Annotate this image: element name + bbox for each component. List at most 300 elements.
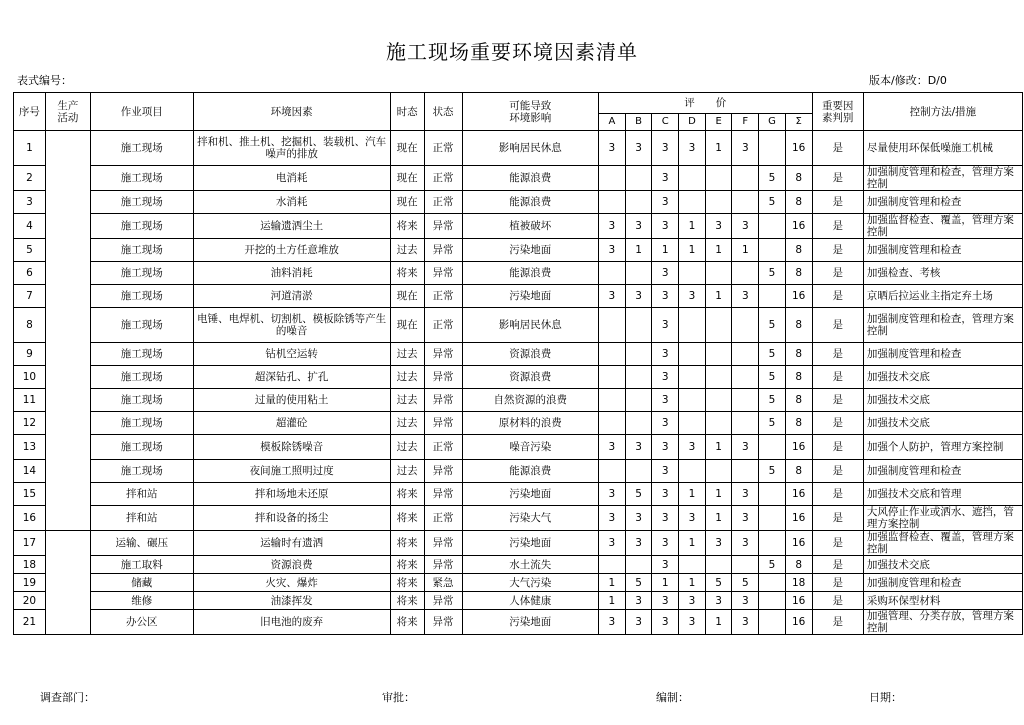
score-d <box>679 262 706 285</box>
work-item: 施工现场 <box>90 166 193 191</box>
score-f <box>732 191 759 214</box>
score-f <box>732 556 759 574</box>
score-d: 3 <box>679 506 706 531</box>
impact: 能源浪费 <box>462 166 599 191</box>
row-number: 11 <box>14 389 46 412</box>
score-a: 3 <box>599 531 626 556</box>
tense: 过去 <box>390 412 424 435</box>
work-item: 施工现场 <box>90 239 193 262</box>
score-sum: 8 <box>785 389 812 412</box>
score-c: 1 <box>652 574 679 592</box>
significance: 是 <box>812 610 863 635</box>
environment-factor: 开挖的土方任意堆放 <box>193 239 390 262</box>
score-d <box>679 366 706 389</box>
header-state: 状态 <box>424 93 462 131</box>
tense: 过去 <box>390 389 424 412</box>
state: 正常 <box>424 166 462 191</box>
header-impact: 可能导致 环境影响 <box>462 93 599 131</box>
score-b <box>625 460 652 483</box>
score-f <box>732 460 759 483</box>
impact: 污染地面 <box>462 531 599 556</box>
score-c: 3 <box>652 592 679 610</box>
tense: 将来 <box>390 506 424 531</box>
score-a: 3 <box>599 483 626 506</box>
environment-factor: 运输遗洒尘土 <box>193 214 390 239</box>
score-a: 3 <box>599 610 626 635</box>
activity-cell <box>45 531 90 635</box>
table-row <box>14 239 1023 262</box>
control-measure: 采购环保型材料 <box>863 592 1022 610</box>
row-number: 21 <box>14 610 46 635</box>
significance: 是 <box>812 308 863 343</box>
environment-factor: 运输时有遗洒 <box>193 531 390 556</box>
score-a: 3 <box>599 506 626 531</box>
tense: 将来 <box>390 574 424 592</box>
score-sum: 16 <box>785 131 812 166</box>
control-measure: 加强制度管理和检查，管理方案控制 <box>863 308 1022 343</box>
significance: 是 <box>812 592 863 610</box>
score-a <box>599 308 626 343</box>
score-e: 1 <box>705 239 732 262</box>
score-g <box>759 531 786 556</box>
score-c: 3 <box>652 556 679 574</box>
impact: 能源浪费 <box>462 460 599 483</box>
score-f: 3 <box>732 610 759 635</box>
header-factor: 环境因素 <box>193 93 390 131</box>
score-a <box>599 262 626 285</box>
significance: 是 <box>812 343 863 366</box>
state: 异常 <box>424 262 462 285</box>
score-d <box>679 343 706 366</box>
score-sum: 16 <box>785 435 812 460</box>
score-b <box>625 556 652 574</box>
work-item: 施工现场 <box>90 412 193 435</box>
state: 异常 <box>424 460 462 483</box>
score-g: 5 <box>759 460 786 483</box>
tense: 现在 <box>390 285 424 308</box>
control-measure: 尽量使用环保低噪施工机械 <box>863 131 1022 166</box>
score-e <box>705 366 732 389</box>
score-b: 3 <box>625 131 652 166</box>
score-sum: 8 <box>785 191 812 214</box>
control-measure: 加强制度管理和检查 <box>863 460 1022 483</box>
score-d <box>679 460 706 483</box>
table-row <box>14 191 1023 214</box>
impact: 污染地面 <box>462 285 599 308</box>
state: 异常 <box>424 556 462 574</box>
significance: 是 <box>812 285 863 308</box>
table-row <box>14 131 1023 166</box>
score-f <box>732 389 759 412</box>
environment-factor: 夜间施工照明过度 <box>193 460 390 483</box>
activity-cell <box>45 131 90 531</box>
table-row <box>14 506 1023 531</box>
header-eval-c: C <box>652 114 679 131</box>
score-b: 3 <box>625 592 652 610</box>
row-number: 19 <box>14 574 46 592</box>
table-row <box>14 483 1023 506</box>
control-measure: 加强制度管理和检查，管理方案控制 <box>863 166 1022 191</box>
score-a <box>599 460 626 483</box>
score-c: 3 <box>652 214 679 239</box>
score-a: 3 <box>599 285 626 308</box>
table-row <box>14 531 1023 556</box>
state: 异常 <box>424 366 462 389</box>
environment-factor: 超深钻孔、扩孔 <box>193 366 390 389</box>
score-e: 1 <box>705 610 732 635</box>
score-d <box>679 166 706 191</box>
row-number: 17 <box>14 531 46 556</box>
control-measure: 加强技术交底 <box>863 389 1022 412</box>
header-eval-g: G <box>759 114 786 131</box>
score-c: 3 <box>652 285 679 308</box>
score-f <box>732 343 759 366</box>
state: 异常 <box>424 343 462 366</box>
state: 异常 <box>424 483 462 506</box>
header-eval-sum: Σ <box>785 114 812 131</box>
significance: 是 <box>812 262 863 285</box>
impact: 污染地面 <box>462 610 599 635</box>
tense: 将来 <box>390 610 424 635</box>
state: 正常 <box>424 131 462 166</box>
score-sum: 16 <box>785 214 812 239</box>
score-e <box>705 191 732 214</box>
score-sum: 16 <box>785 610 812 635</box>
work-item: 施工现场 <box>90 435 193 460</box>
control-measure: 加强监督检查、覆盖，管理方案控制 <box>863 531 1022 556</box>
score-a <box>599 191 626 214</box>
environment-factor: 模板除锈噪音 <box>193 435 390 460</box>
score-a <box>599 366 626 389</box>
work-item: 施工现场 <box>90 389 193 412</box>
tense: 过去 <box>390 460 424 483</box>
score-sum: 8 <box>785 460 812 483</box>
row-number: 18 <box>14 556 46 574</box>
score-e: 1 <box>705 435 732 460</box>
score-c: 3 <box>652 166 679 191</box>
form-number-label: 表式编号： <box>17 74 72 87</box>
score-b: 3 <box>625 531 652 556</box>
score-d: 3 <box>679 285 706 308</box>
score-sum: 8 <box>785 166 812 191</box>
table-row <box>14 366 1023 389</box>
impact: 资源浪费 <box>462 343 599 366</box>
score-f <box>732 166 759 191</box>
score-c: 3 <box>652 506 679 531</box>
work-item: 储藏 <box>90 574 193 592</box>
work-item: 办公区 <box>90 610 193 635</box>
score-g: 5 <box>759 308 786 343</box>
table-row <box>14 460 1023 483</box>
score-f: 3 <box>732 131 759 166</box>
significance: 是 <box>812 214 863 239</box>
score-g: 5 <box>759 191 786 214</box>
header-tense: 时态 <box>390 93 424 131</box>
control-measure: 大风停止作业或洒水、遮挡，管理方案控制 <box>863 506 1022 531</box>
footer-date: 日期： <box>869 691 902 704</box>
score-b: 1 <box>625 239 652 262</box>
score-d <box>679 308 706 343</box>
state: 异常 <box>424 531 462 556</box>
score-d: 1 <box>679 239 706 262</box>
control-measure: 加强个人防护，管理方案控制 <box>863 435 1022 460</box>
work-item: 施工现场 <box>90 460 193 483</box>
control-measure: 加强技术交底 <box>863 556 1022 574</box>
control-measure: 加强制度管理和检查 <box>863 191 1022 214</box>
score-g: 5 <box>759 389 786 412</box>
row-number: 7 <box>14 285 46 308</box>
environment-factor: 电锤、电焊机、切割机、模板除锈等产生的噪音 <box>193 308 390 343</box>
significance: 是 <box>812 574 863 592</box>
significance: 是 <box>812 166 863 191</box>
score-c: 3 <box>652 531 679 556</box>
work-item: 施工现场 <box>90 131 193 166</box>
score-e <box>705 308 732 343</box>
score-c: 3 <box>652 460 679 483</box>
score-d: 3 <box>679 592 706 610</box>
impact: 污染地面 <box>462 239 599 262</box>
page-title: 施工现场重要环境因素清单 <box>386 40 638 64</box>
row-number: 2 <box>14 166 46 191</box>
table-row <box>14 166 1023 191</box>
impact: 影响居民休息 <box>462 131 599 166</box>
impact: 人体健康 <box>462 592 599 610</box>
environment-factor: 拌和机、推土机、挖掘机、装载机、汽车噪声的排放 <box>193 131 390 166</box>
score-d <box>679 556 706 574</box>
score-c: 3 <box>652 435 679 460</box>
state: 异常 <box>424 610 462 635</box>
score-g <box>759 610 786 635</box>
score-a: 1 <box>599 592 626 610</box>
row-number: 8 <box>14 308 46 343</box>
score-d: 3 <box>679 435 706 460</box>
impact: 水土流失 <box>462 556 599 574</box>
score-a: 3 <box>599 435 626 460</box>
header-eval-f: F <box>732 114 759 131</box>
control-measure: 加强制度管理和检查 <box>863 574 1022 592</box>
state: 紧急 <box>424 574 462 592</box>
score-b <box>625 389 652 412</box>
score-sum: 8 <box>785 366 812 389</box>
table-row <box>14 343 1023 366</box>
table-row <box>14 610 1023 635</box>
row-number: 5 <box>14 239 46 262</box>
score-d <box>679 389 706 412</box>
tense: 现在 <box>390 131 424 166</box>
score-d: 1 <box>679 574 706 592</box>
score-e <box>705 343 732 366</box>
score-a <box>599 389 626 412</box>
work-item: 施工现场 <box>90 262 193 285</box>
header-eval-a: A <box>599 114 626 131</box>
score-e: 3 <box>705 214 732 239</box>
score-b: 3 <box>625 610 652 635</box>
impact: 能源浪费 <box>462 191 599 214</box>
score-f: 5 <box>732 574 759 592</box>
score-e <box>705 556 732 574</box>
table-row <box>14 285 1023 308</box>
work-item: 拌和站 <box>90 506 193 531</box>
score-a <box>599 166 626 191</box>
row-number: 9 <box>14 343 46 366</box>
score-e: 1 <box>705 131 732 166</box>
tense: 将来 <box>390 531 424 556</box>
significance: 是 <box>812 191 863 214</box>
score-c: 3 <box>652 483 679 506</box>
impact: 大气污染 <box>462 574 599 592</box>
environment-factor: 过量的使用粘土 <box>193 389 390 412</box>
control-measure: 加强监督检查、覆盖，管理方案控制 <box>863 214 1022 239</box>
impact: 自然资源的浪费 <box>462 389 599 412</box>
score-e: 5 <box>705 574 732 592</box>
score-a <box>599 343 626 366</box>
score-e <box>705 412 732 435</box>
environment-factor: 拌和设备的扬尘 <box>193 506 390 531</box>
tense: 过去 <box>390 366 424 389</box>
state: 正常 <box>424 285 462 308</box>
score-g: 5 <box>759 556 786 574</box>
score-g <box>759 483 786 506</box>
state: 异常 <box>424 389 462 412</box>
environment-factor: 火灾、爆炸 <box>193 574 390 592</box>
score-a: 1 <box>599 574 626 592</box>
score-e <box>705 389 732 412</box>
score-d: 3 <box>679 131 706 166</box>
environment-factor: 水消耗 <box>193 191 390 214</box>
row-number: 15 <box>14 483 46 506</box>
environment-factor: 旧电池的废弃 <box>193 610 390 635</box>
score-e: 1 <box>705 285 732 308</box>
tense: 将来 <box>390 556 424 574</box>
header-activity: 生产 活动 <box>45 93 90 131</box>
significance: 是 <box>812 531 863 556</box>
control-measure: 加强检查、考核 <box>863 262 1022 285</box>
score-sum: 16 <box>785 506 812 531</box>
impact: 原材料的浪费 <box>462 412 599 435</box>
score-d <box>679 191 706 214</box>
work-item: 施工现场 <box>90 191 193 214</box>
control-measure: 加强制度管理和检查 <box>863 343 1022 366</box>
score-f: 3 <box>732 214 759 239</box>
score-c: 3 <box>652 389 679 412</box>
score-sum: 8 <box>785 343 812 366</box>
score-f: 3 <box>732 435 759 460</box>
score-sum: 16 <box>785 285 812 308</box>
score-sum: 18 <box>785 574 812 592</box>
row-number: 12 <box>14 412 46 435</box>
row-number: 4 <box>14 214 46 239</box>
control-measure: 加强管理、分类存放，管理方案控制 <box>863 610 1022 635</box>
table-row <box>14 412 1023 435</box>
score-f <box>732 308 759 343</box>
score-sum: 8 <box>785 412 812 435</box>
score-c: 3 <box>652 191 679 214</box>
score-c: 3 <box>652 262 679 285</box>
significance: 是 <box>812 483 863 506</box>
score-a: 3 <box>599 239 626 262</box>
score-b: 3 <box>625 435 652 460</box>
score-f <box>732 412 759 435</box>
table-row <box>14 592 1023 610</box>
significance: 是 <box>812 412 863 435</box>
score-g: 5 <box>759 343 786 366</box>
tense: 将来 <box>390 262 424 285</box>
score-b <box>625 366 652 389</box>
state: 异常 <box>424 239 462 262</box>
score-sum: 8 <box>785 556 812 574</box>
environment-factor: 电消耗 <box>193 166 390 191</box>
score-b <box>625 308 652 343</box>
environment-factor: 资源浪费 <box>193 556 390 574</box>
score-g <box>759 574 786 592</box>
score-e: 1 <box>705 506 732 531</box>
control-measure: 加强制度管理和检查 <box>863 239 1022 262</box>
significance: 是 <box>812 389 863 412</box>
table-row <box>14 435 1023 460</box>
score-f: 3 <box>732 506 759 531</box>
state: 正常 <box>424 506 462 531</box>
score-g <box>759 239 786 262</box>
row-number: 10 <box>14 366 46 389</box>
score-b <box>625 166 652 191</box>
row-number: 14 <box>14 460 46 483</box>
row-number: 3 <box>14 191 46 214</box>
control-measure: 加强技术交底和管理 <box>863 483 1022 506</box>
environment-factor: 钻机空运转 <box>193 343 390 366</box>
header-evaluation: 评 价 <box>599 93 813 114</box>
score-g <box>759 435 786 460</box>
impact: 污染地面 <box>462 483 599 506</box>
work-item: 运输、碾压 <box>90 531 193 556</box>
table-row <box>14 214 1023 239</box>
work-item: 施工现场 <box>90 214 193 239</box>
score-sum: 16 <box>785 483 812 506</box>
score-sum: 8 <box>785 308 812 343</box>
environment-factor: 河道清淤 <box>193 285 390 308</box>
score-f: 1 <box>732 239 759 262</box>
score-sum: 16 <box>785 592 812 610</box>
work-item: 维修 <box>90 592 193 610</box>
score-a <box>599 556 626 574</box>
score-c: 1 <box>652 239 679 262</box>
state: 正常 <box>424 435 462 460</box>
row-number: 13 <box>14 435 46 460</box>
score-g: 5 <box>759 366 786 389</box>
score-e <box>705 460 732 483</box>
tense: 将来 <box>390 592 424 610</box>
header-judgement: 重要因 素判别 <box>812 93 863 131</box>
score-g: 5 <box>759 262 786 285</box>
work-item: 施工现场 <box>90 366 193 389</box>
control-measure: 京晒后拉运业主指定弃土场 <box>863 285 1022 308</box>
score-a: 3 <box>599 214 626 239</box>
environment-factor: 拌和场地未还原 <box>193 483 390 506</box>
work-item: 施工现场 <box>90 343 193 366</box>
score-e: 3 <box>705 592 732 610</box>
impact: 噪音污染 <box>462 435 599 460</box>
score-g: 5 <box>759 412 786 435</box>
table-row <box>14 574 1023 592</box>
score-c: 3 <box>652 366 679 389</box>
score-b <box>625 191 652 214</box>
score-b <box>625 262 652 285</box>
significance: 是 <box>812 435 863 460</box>
header-eval-e: E <box>705 114 732 131</box>
impact: 影响居民休息 <box>462 308 599 343</box>
score-a <box>599 412 626 435</box>
impact: 资源浪费 <box>462 366 599 389</box>
score-b: 5 <box>625 574 652 592</box>
